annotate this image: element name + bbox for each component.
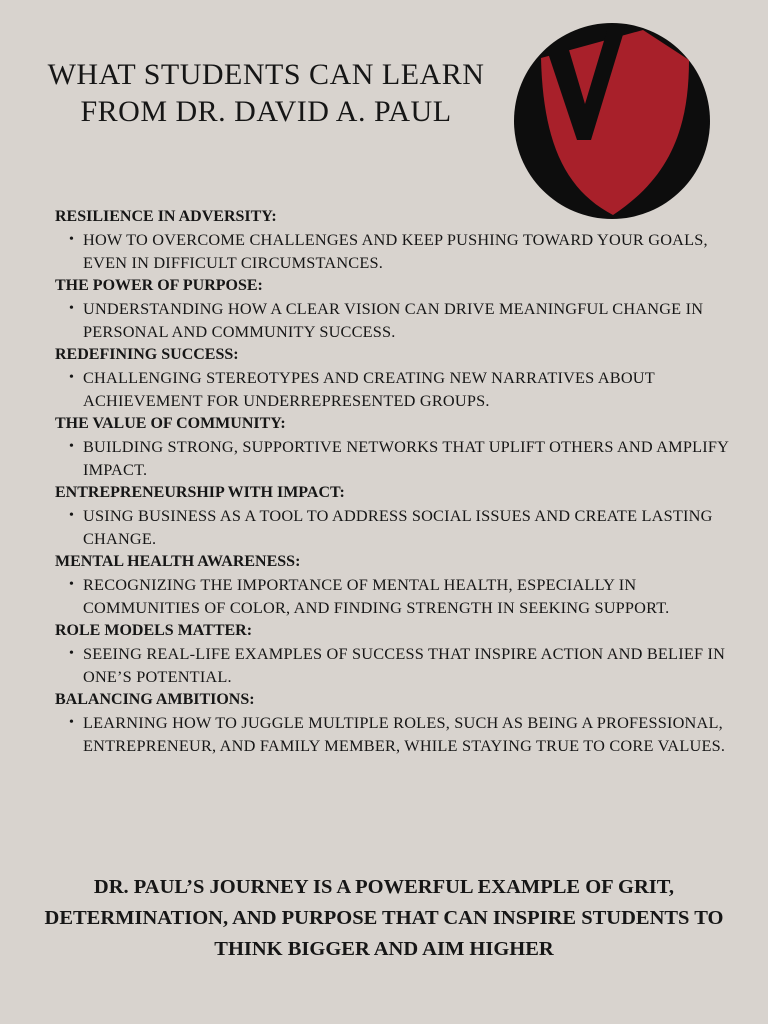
list-item [69,573,735,619]
list-item-text: USING BUSINESS AS A TOOL TO ADDRESS SOCIAL ISSUES AND CREATE LASTING CHANGE. [83,506,713,548]
v-shield-logo-icon [513,22,711,220]
bullet-icon: • [69,715,75,730]
list-item [69,504,735,550]
bullet-icon: • [69,370,75,385]
list-item-text: LEARNING HOW TO JUGGLE MULTIPLE ROLES, SUCH AS BEING A PROFESSIONAL, ENTREPRENEUR, AND FAMILY MEMBER, WHILE STAYING TRUE TO CORE VALUES. [83,713,726,755]
section-list [55,642,735,688]
list-item [69,711,735,757]
section-list [55,435,735,481]
list-item-text: RECOGNIZING THE IMPORTANCE OF MENTAL HEALTH, ESPECIALLY IN COMMUNITIES OF COLOR, AND FINDING STRENGTH IN SEEKING SUPPORT. [83,575,670,617]
section-heading: BALANCING AMBITIONS: [55,691,255,708]
section-list [55,297,735,343]
list-item [69,642,735,688]
section-heading: THE VALUE OF COMMUNITY: [55,415,286,432]
bullet-icon: • [69,232,75,247]
bullet-icon: • [69,577,75,592]
section-list [55,228,735,274]
bullet-icon: • [69,439,75,454]
bullet-icon: • [69,646,75,661]
section-heading: REDEFINING SUCCESS: [55,346,239,363]
bullet-icon: • [69,301,75,316]
list-item-text: CHALLENGING STEREOTYPES AND CREATING NEW NARRATIVES ABOUT ACHIEVEMENT FOR UNDERREPRESENTED GROUPS. [83,368,655,410]
section-list [55,711,735,757]
section-list [55,573,735,619]
list-item-text: HOW TO OVERCOME CHALLENGES AND KEEP PUSHING TOWARD YOUR GOALS, EVEN IN DIFFICULT CIRCUMSTANCES. [83,230,708,272]
section-heading: ROLE MODELS MATTER: [55,622,253,639]
section-heading: RESILIENCE IN ADVERSITY: [55,208,277,225]
list-item [69,366,735,412]
list-item [69,435,735,481]
section-list [55,504,735,550]
section-heading: ENTREPRENEURSHIP WITH IMPACT: [55,484,345,501]
learning-sections [55,205,735,757]
page-title: WHAT STUDENTS CAN LEARN FROM DR. DAVID A. PAUL [47,58,485,128]
list-item [69,228,735,274]
list-item [69,297,735,343]
section-heading: THE POWER OF PURPOSE: [55,277,263,294]
list-item-text: BUILDING STRONG, SUPPORTIVE NETWORKS THAT UPLIFT OTHERS AND AMPLIFY IMPACT. [83,437,729,479]
closing-statement: DR. PAUL’S JOURNEY IS A POWERFUL EXAMPLE OF GRIT, DETERMINATION, AND PURPOSE THAT CAN INSPIRE STUDENTS TO THINK BIGGER AND AIM HIGHER [44,876,724,960]
bullet-icon: • [69,508,75,523]
section-list [55,366,735,412]
list-item-text: SEEING REAL-LIFE EXAMPLES OF SUCCESS THAT INSPIRE ACTION AND BELIEF IN ONE’S POTENTIAL. [83,644,726,686]
list-item-text: UNDERSTANDING HOW A CLEAR VISION CAN DRIVE MEANINGFUL CHANGE IN PERSONAL AND COMMUNITY SUCCESS. [83,299,704,341]
section-heading: MENTAL HEALTH AWARENESS: [55,553,301,570]
